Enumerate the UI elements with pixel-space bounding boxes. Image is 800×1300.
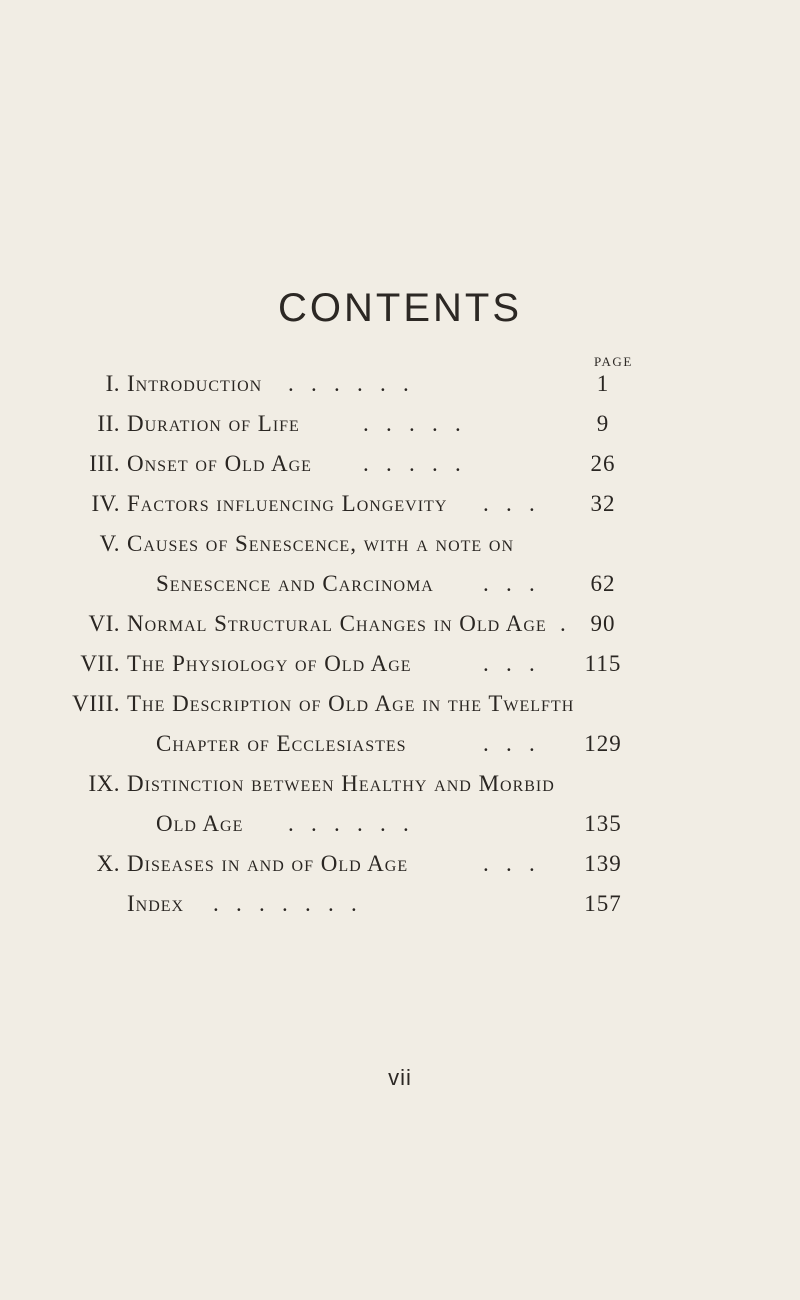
chapter-title: Normal Structural Changes in Old Age [127, 611, 547, 636]
page-number: 90 [590, 611, 616, 636]
toc-entry-index[interactable] [0, 886, 800, 922]
chapter-title: Distinction between Healthy and Morbid [127, 771, 555, 796]
toc-entry-7[interactable] [0, 646, 800, 682]
page-number: 26 [590, 451, 616, 476]
toc-entry-9[interactable] [0, 766, 800, 802]
chapter-numeral: VIII. [72, 691, 120, 716]
chapter-numeral: II. [97, 411, 120, 436]
chapter-title: Introduction [127, 371, 263, 396]
dot-leader: . . . . . [363, 451, 461, 476]
chapter-numeral: VII. [80, 651, 120, 676]
toc-entry-6[interactable] [0, 606, 800, 642]
toc-entry-8[interactable] [0, 686, 800, 722]
page-number: 135 [584, 811, 622, 836]
page-number: 157 [584, 891, 622, 916]
page-number: 1 [596, 371, 610, 396]
chapter-numeral: IX. [88, 771, 120, 796]
page-number: 115 [584, 651, 622, 676]
page-number: 9 [596, 411, 610, 436]
folio-page-number: vii [388, 1065, 412, 1090]
toc-entry-10[interactable] [0, 846, 800, 882]
toc-entry-9-continued[interactable] [0, 806, 800, 842]
dot-leader: . . . . . . . [213, 891, 357, 916]
chapter-title-continued: Chapter of Ecclesiastes [156, 731, 407, 756]
dot-leader: . . . . . . [288, 811, 409, 836]
chapter-numeral: X. [96, 851, 120, 876]
chapter-title: Duration of Life [127, 411, 300, 436]
toc-entry-2[interactable] [0, 406, 800, 442]
dot-leader: . [560, 611, 566, 636]
chapter-numeral: III. [89, 451, 120, 476]
toc-entry-8-continued[interactable] [0, 726, 800, 762]
chapter-numeral: VI. [88, 611, 120, 636]
chapter-numeral: I. [105, 371, 120, 396]
chapter-title: Factors influencing Longevity [127, 491, 448, 516]
chapter-numeral: IV. [91, 491, 120, 516]
chapter-title: Diseases in and of Old Age [127, 851, 409, 876]
page-number: 139 [584, 851, 622, 876]
dot-leader: . . . . . [363, 411, 461, 436]
dot-leader: . . . [483, 851, 535, 876]
toc-entry-4[interactable] [0, 486, 800, 522]
dot-leader: . . . [483, 651, 535, 676]
page-title: CONTENTS [278, 286, 522, 330]
chapter-title-continued: Senescence and Carcinoma [156, 571, 434, 596]
toc-entry-5[interactable] [0, 526, 800, 562]
chapter-numeral: V. [99, 531, 120, 556]
toc-entry-5-continued[interactable] [0, 566, 800, 602]
chapter-title: The Physiology of Old Age [127, 651, 412, 676]
chapter-title: Causes of Senescence, with a note on [127, 531, 515, 556]
dot-leader: . . . [483, 731, 535, 756]
page-number: 62 [590, 571, 616, 596]
dot-leader: . . . [483, 571, 535, 596]
page-column-label: PAGE [594, 354, 633, 369]
toc-entry-1[interactable] [0, 366, 800, 402]
chapter-title: Onset of Old Age [127, 451, 312, 476]
page-number: 32 [590, 491, 616, 516]
toc-entry-3[interactable] [0, 446, 800, 482]
chapter-title-continued: Old Age [156, 811, 244, 836]
page-number: 129 [584, 731, 622, 756]
dot-leader: . . . . . . [288, 371, 409, 396]
chapter-title: The Description of Old Age in the Twelfth [127, 691, 575, 716]
dot-leader: . . . [483, 491, 535, 516]
index-title: Index [127, 891, 185, 916]
